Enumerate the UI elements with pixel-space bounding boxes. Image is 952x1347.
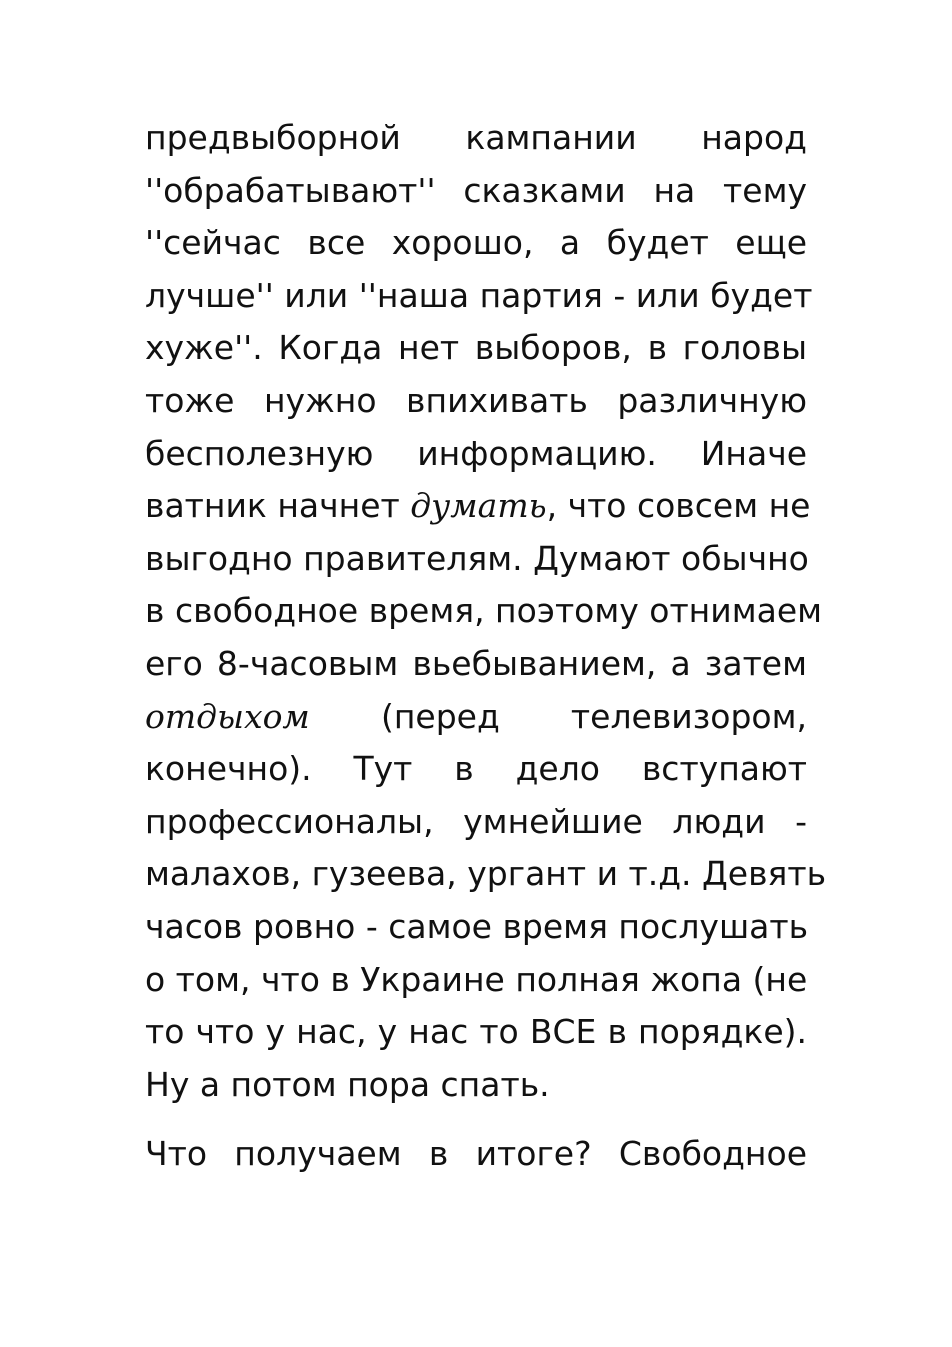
- text-line: [145, 112, 807, 165]
- text-run: , что совсем не: [546, 486, 811, 526]
- text-line: [145, 691, 807, 744]
- text-run: (перед телевизором,: [309, 696, 807, 736]
- text-run: о том, что в Украине полная жопа (не: [145, 959, 808, 999]
- text-run: в свободное время, поэтому отнимаем: [145, 591, 823, 631]
- text-run: бесполезную информацию. Иначе: [145, 433, 807, 473]
- text-run: выгодно правителям. Думают обычно: [145, 538, 809, 578]
- text-line: [145, 217, 807, 270]
- paragraph: [145, 112, 827, 1111]
- text-line: [145, 1128, 807, 1181]
- text-line: [145, 1006, 807, 1059]
- emphasized-word: думать: [410, 486, 547, 526]
- text-line: [145, 480, 811, 533]
- text-run: тоже нужно впихивать различную: [145, 380, 807, 420]
- text-run: его 8-часовым вьебыванием, а затем: [145, 643, 807, 683]
- text-line: [145, 585, 823, 638]
- paragraph-gap: [145, 1111, 807, 1128]
- text-run: профессионалы, умнейшие люди -: [145, 801, 807, 841]
- text-line: [145, 954, 807, 1007]
- text-line: [145, 848, 827, 901]
- text-line: [145, 796, 807, 849]
- text-run: конечно). Тут в дело вступают: [145, 749, 807, 789]
- text-line: [145, 165, 807, 218]
- text-run: ватник начнет: [145, 486, 411, 526]
- text-run: ''сейчас все хорошо, а будет еще: [145, 223, 807, 263]
- text-line: [145, 375, 807, 428]
- text-line: [145, 428, 807, 481]
- text-line: [145, 322, 807, 375]
- text-run: лучше'' или ''наша партия - или будет: [145, 275, 813, 315]
- emphasized-word: отдыхом: [145, 696, 310, 736]
- text-run: хуже''. Когда нет выборов, в головы: [145, 328, 807, 368]
- document-page: [145, 112, 827, 1181]
- text-run: предвыборной кампании народ: [145, 118, 807, 157]
- text-line: [145, 638, 807, 691]
- paragraph: [145, 1128, 807, 1181]
- text-run: то что у нас, у нас то ВСЕ в порядке).: [145, 1012, 807, 1052]
- text-line: [145, 270, 813, 323]
- text-line: [145, 901, 807, 954]
- text-line: [145, 533, 807, 586]
- text-run: часов ровно - самое время послушать: [145, 906, 809, 946]
- text-run: Ну а потом пора спать.: [145, 1064, 550, 1104]
- text-run: Что получаем в итоге? Свободное: [145, 1134, 807, 1174]
- text-run: малахов, гузеева, ургант и т.д. Девять: [145, 854, 827, 894]
- text-run: ''обрабатывают'' сказками на тему: [145, 170, 807, 210]
- text-line: [145, 743, 807, 796]
- text-line: [145, 1059, 807, 1112]
